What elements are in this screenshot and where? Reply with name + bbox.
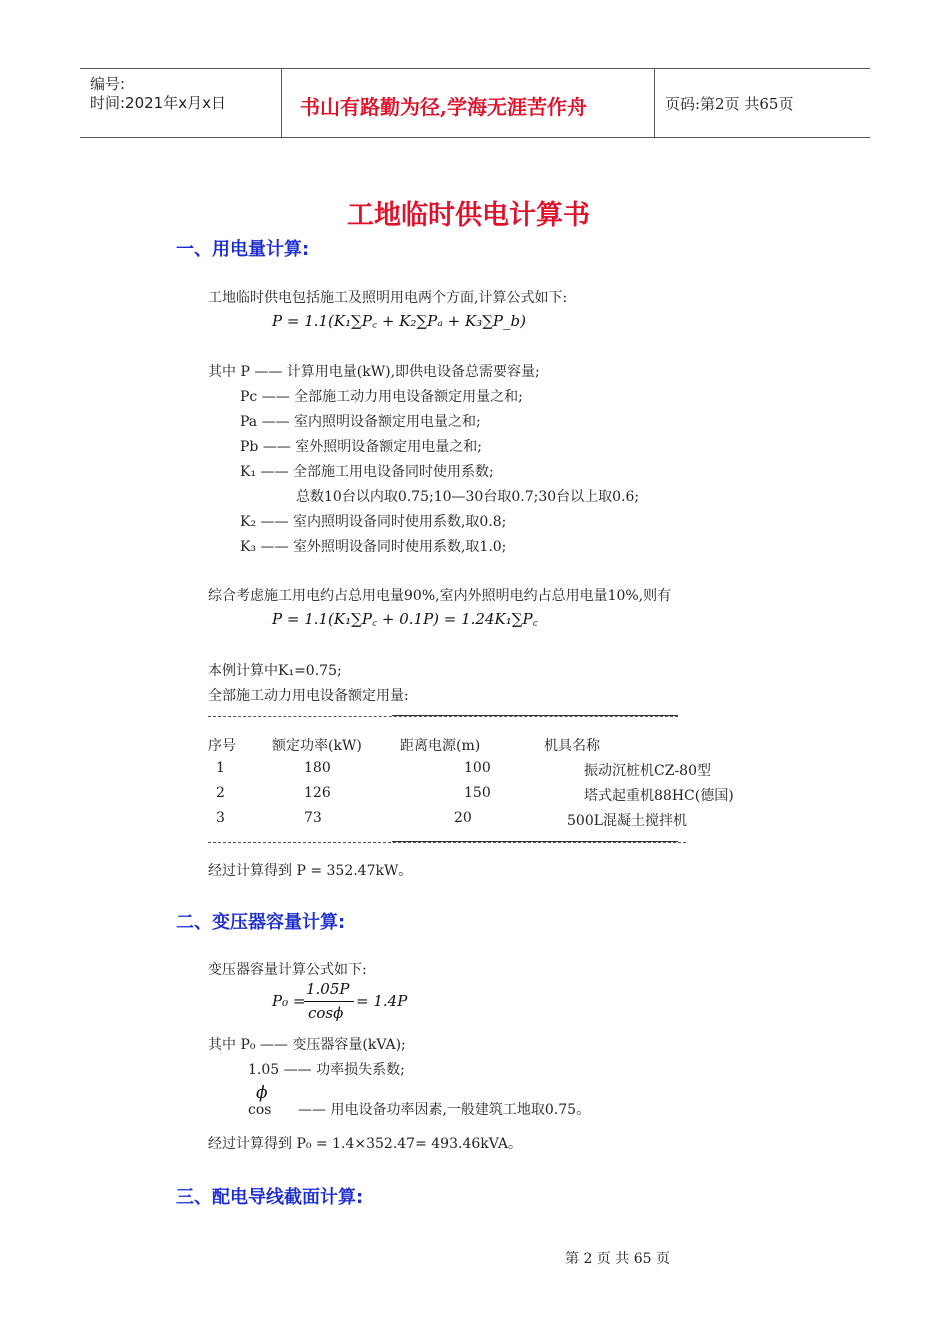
table-bottom-rule: [208, 842, 686, 843]
header-page-number: 页码:第2页 共65页: [665, 95, 794, 113]
definition-p0: 其中 P₀ —— 变压器容量(kVA);: [208, 1037, 406, 1053]
table-cell-machine: 500L混凝土搅拌机: [567, 813, 688, 829]
phi-symbol: ϕ: [256, 1083, 268, 1103]
table-header-machine: 机具名称: [544, 738, 600, 754]
example-k1: 本例计算中K₁=0.75;: [208, 663, 342, 679]
table-cell-power: 180: [304, 760, 331, 776]
document-number-label: 编号:: [90, 75, 126, 93]
section-1-result: 经过计算得到 P = 352.47kW。: [208, 863, 413, 879]
table-cell-power: 73: [304, 810, 322, 826]
page-header: [80, 68, 870, 138]
table-cell-index: 3: [216, 810, 225, 826]
formula-rhs: = 1.4P: [356, 992, 408, 1010]
definition-pb: Pb —— 室外照明设备额定用电量之和;: [240, 439, 482, 455]
table-header-distance: 距离电源(m): [400, 738, 481, 754]
section-2-heading: 二、变压器容量计算:: [176, 912, 346, 933]
header-motto: 书山有路勤为径,学海无涯苦作舟: [300, 95, 587, 119]
table-cell-machine: 振动沉桩机CZ-80型: [584, 763, 711, 779]
definition-pa: Pa —— 室内照明设备额定用电量之和;: [240, 414, 481, 430]
cos-symbol: cos: [248, 1102, 272, 1118]
table-cell-index: 1: [216, 760, 225, 776]
simplified-formula: P = 1.1(K₁∑P꜀ + 0.1P) = 1.24K₁∑P꜀: [272, 610, 538, 628]
section-1-heading: 一、用电量计算:: [176, 239, 310, 260]
table-bottom-rule-solid: [392, 841, 678, 842]
definition-loss-factor: 1.05 —— 功率损失系数;: [248, 1062, 405, 1078]
formula-denominator: cosϕ: [308, 1004, 344, 1022]
section-3-heading: 三、配电导线截面计算:: [176, 1187, 364, 1208]
table-cell-distance: 20: [454, 810, 472, 826]
header-info-cell: [80, 69, 282, 137]
table-header-index: 序号: [208, 738, 236, 754]
document-date-label: 时间:2021年x月x日: [90, 94, 226, 112]
page-footer: 第 2 页 共 65 页: [565, 1251, 670, 1267]
formula-lhs: P₀ =: [272, 992, 306, 1010]
table-header-power: 额定功率(kW): [272, 738, 362, 754]
table-cell-distance: 100: [464, 760, 491, 776]
combined-note: 综合考虑施工用电约占总用电量90%,室内外照明电约占总用电量10%,则有: [208, 588, 672, 604]
definition-p: 其中 P —— 计算用电量(kW),即供电设备总需要容量;: [208, 364, 540, 380]
table-cell-machine: 塔式起重机88HC(德国): [584, 788, 734, 804]
formula-numerator: 1.05P: [306, 980, 350, 998]
definition-k3: K₃ —— 室外照明设备同时使用系数,取1.0;: [240, 539, 507, 555]
section-2-intro: 变压器容量计算公式如下:: [208, 962, 367, 978]
table-cell-index: 2: [216, 785, 225, 801]
k1-values-note: 总数10台以内取0.75;10—30台取0.7;30台以上取0.6;: [296, 489, 640, 505]
definition-pc: Pc —— 全部施工动力用电设备额定用量之和;: [240, 389, 523, 405]
table-cell-power: 126: [304, 785, 331, 801]
definition-k2: K₂ —— 室内照明设备同时使用系数,取0.8;: [240, 514, 507, 530]
power-formula: P = 1.1(K₁∑P꜀ + K₂∑Pₐ + K₃∑P_b): [272, 312, 526, 330]
document-title: 工地临时供电计算书: [347, 200, 590, 231]
header-motto-cell: [282, 69, 655, 137]
table-top-rule: [208, 716, 678, 717]
definition-power-factor: —— 用电设备功率因素,一般建筑工地取0.75。: [298, 1102, 591, 1118]
fraction-line: [304, 1001, 354, 1002]
section-2-result: 经过计算得到 P₀ = 1.4×352.47= 493.46kVA。: [208, 1136, 523, 1152]
table-top-rule-solid: [392, 715, 678, 716]
table-caption: 全部施工动力用电设备额定用量:: [208, 688, 409, 704]
table-cell-distance: 150: [464, 785, 491, 801]
section-1-intro: 工地临时供电包括施工及照明用电两个方面,计算公式如下:: [208, 290, 568, 306]
definition-k1: K₁ —— 全部施工用电设备同时使用系数;: [240, 464, 494, 480]
header-page-cell: [655, 69, 870, 137]
